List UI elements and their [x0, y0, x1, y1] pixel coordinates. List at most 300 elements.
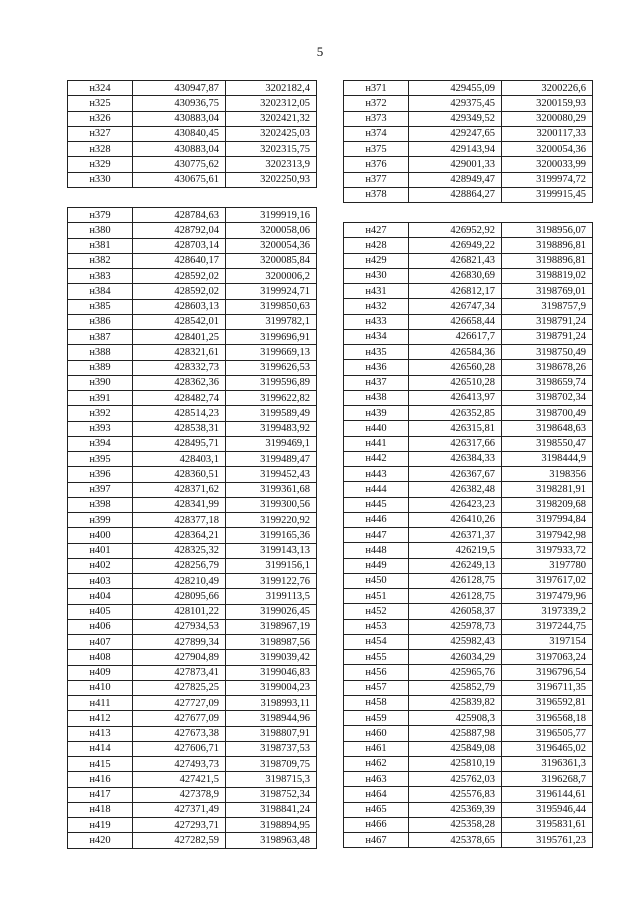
- y-coordinate-cell: 3199850,63: [226, 299, 317, 314]
- y-coordinate-cell: 3198757,9: [502, 299, 593, 314]
- point-id-cell: н445: [344, 497, 409, 512]
- point-id-cell: н408: [68, 650, 133, 665]
- table-row: [344, 787, 593, 802]
- table-row: [344, 360, 593, 375]
- point-id-cell: н395: [68, 452, 133, 467]
- y-coordinate-cell: 3197933,72: [502, 543, 593, 558]
- x-coordinate-cell: 428640,17: [133, 253, 226, 268]
- point-id-cell: н415: [68, 757, 133, 772]
- x-coordinate-cell: 428325,32: [133, 543, 226, 558]
- y-coordinate-cell: 3198715,3: [226, 772, 317, 787]
- x-coordinate-cell: 426952,92: [409, 223, 502, 238]
- y-coordinate-cell: 3199165,36: [226, 528, 317, 543]
- point-id-cell: н440: [344, 421, 409, 436]
- y-coordinate-cell: 3200085,84: [226, 253, 317, 268]
- table-row: [344, 695, 593, 710]
- x-coordinate-cell: 426821,43: [409, 253, 502, 268]
- x-coordinate-cell: 426747,34: [409, 299, 502, 314]
- point-id-cell: н418: [68, 802, 133, 817]
- table-row: [68, 558, 317, 573]
- y-coordinate-cell: 3198896,81: [502, 253, 593, 268]
- y-coordinate-cell: 3197617,02: [502, 573, 593, 588]
- point-id-cell: н327: [68, 126, 133, 141]
- x-coordinate-cell: 428210,49: [133, 574, 226, 589]
- table-row: [68, 497, 317, 512]
- y-coordinate-cell: 3198841,24: [226, 802, 317, 817]
- x-coordinate-cell: 430775,62: [133, 157, 226, 172]
- point-id-cell: н400: [68, 528, 133, 543]
- x-coordinate-cell: 426352,85: [409, 406, 502, 421]
- x-coordinate-cell: 425762,03: [409, 772, 502, 787]
- point-id-cell: н456: [344, 665, 409, 680]
- x-coordinate-cell: 428949,47: [409, 172, 502, 187]
- table-row: [68, 436, 317, 451]
- x-coordinate-cell: 428364,21: [133, 528, 226, 543]
- table-row: [68, 635, 317, 650]
- y-coordinate-cell: 3198993,11: [226, 696, 317, 711]
- table-row: [68, 208, 317, 223]
- x-coordinate-cell: 430936,75: [133, 96, 226, 111]
- page-number: 5: [316, 44, 324, 59]
- table-row: [344, 111, 593, 126]
- x-coordinate-cell: 427873,41: [133, 665, 226, 680]
- y-coordinate-cell: 3197780: [502, 558, 593, 573]
- x-coordinate-cell: 426315,81: [409, 421, 502, 436]
- table-row: [68, 726, 317, 741]
- y-coordinate-cell: 3199220,92: [226, 513, 317, 528]
- y-coordinate-cell: 3202425,03: [226, 126, 317, 141]
- point-id-cell: н397: [68, 482, 133, 497]
- x-coordinate-cell: 426371,37: [409, 528, 502, 543]
- x-coordinate-cell: 426034,29: [409, 650, 502, 665]
- point-id-cell: н442: [344, 451, 409, 466]
- table-row: [68, 330, 317, 345]
- table-row: [344, 375, 593, 390]
- table-row: [344, 81, 593, 96]
- y-coordinate-cell: 3198819,02: [502, 268, 593, 283]
- x-coordinate-cell: 426658,44: [409, 314, 502, 329]
- y-coordinate-cell: 3200159,93: [502, 96, 593, 111]
- x-coordinate-cell: 426410,26: [409, 512, 502, 527]
- y-coordinate-cell: 3199039,42: [226, 650, 317, 665]
- x-coordinate-cell: 426128,75: [409, 589, 502, 604]
- point-id-cell: н454: [344, 634, 409, 649]
- table-row: [344, 436, 593, 451]
- point-id-cell: н459: [344, 711, 409, 726]
- table-row: [68, 452, 317, 467]
- y-coordinate-cell: 3199004,23: [226, 680, 317, 695]
- x-coordinate-cell: 430883,04: [133, 142, 226, 157]
- table-row: [68, 253, 317, 268]
- x-coordinate-cell: 429375,45: [409, 96, 502, 111]
- table-row: [68, 680, 317, 695]
- point-id-cell: н433: [344, 314, 409, 329]
- y-coordinate-cell: 3199696,91: [226, 330, 317, 345]
- y-coordinate-cell: 3199300,56: [226, 497, 317, 512]
- y-coordinate-cell: 3197994,84: [502, 512, 593, 527]
- table-row: [68, 513, 317, 528]
- table-row: [68, 172, 317, 187]
- x-coordinate-cell: 426812,17: [409, 284, 502, 299]
- x-coordinate-cell: 427677,09: [133, 711, 226, 726]
- y-coordinate-cell: 3198737,53: [226, 741, 317, 756]
- x-coordinate-cell: 429143,94: [409, 142, 502, 157]
- table-row: [344, 126, 593, 141]
- x-coordinate-cell: 427493,73: [133, 757, 226, 772]
- point-id-cell: н391: [68, 391, 133, 406]
- point-id-cell: н434: [344, 329, 409, 344]
- y-coordinate-cell: 3196465,02: [502, 741, 593, 756]
- point-id-cell: н448: [344, 543, 409, 558]
- x-coordinate-cell: 426382,48: [409, 482, 502, 497]
- table-row: [344, 157, 593, 172]
- x-coordinate-cell: 427904,89: [133, 650, 226, 665]
- table-row: [344, 467, 593, 482]
- y-coordinate-cell: 3199361,68: [226, 482, 317, 497]
- x-coordinate-cell: 426949,22: [409, 238, 502, 253]
- point-id-cell: н405: [68, 604, 133, 619]
- y-coordinate-cell: 3200033,99: [502, 157, 593, 172]
- table-row: [344, 96, 593, 111]
- y-coordinate-cell: 3197339,2: [502, 604, 593, 619]
- x-coordinate-cell: 425908,3: [409, 711, 502, 726]
- x-coordinate-cell: 428341,99: [133, 497, 226, 512]
- table-row: [344, 406, 593, 421]
- table-row: [68, 543, 317, 558]
- table-row: [68, 589, 317, 604]
- table-row: [344, 512, 593, 527]
- point-id-cell: н436: [344, 360, 409, 375]
- table-row: [68, 650, 317, 665]
- x-coordinate-cell: 428592,02: [133, 269, 226, 284]
- point-id-cell: н398: [68, 497, 133, 512]
- point-id-cell: н378: [344, 187, 409, 202]
- x-coordinate-cell: 426367,67: [409, 467, 502, 482]
- table-row: [68, 467, 317, 482]
- y-coordinate-cell: 3198209,68: [502, 497, 593, 512]
- point-id-cell: н371: [344, 81, 409, 96]
- y-coordinate-cell: 3198648,63: [502, 421, 593, 436]
- point-id-cell: н380: [68, 223, 133, 238]
- y-coordinate-cell: 3198709,75: [226, 757, 317, 772]
- point-id-cell: н428: [344, 238, 409, 253]
- table-row: [68, 696, 317, 711]
- x-coordinate-cell: 425887,98: [409, 726, 502, 741]
- y-coordinate-cell: 3198769,01: [502, 284, 593, 299]
- y-coordinate-cell: 3198752,34: [226, 787, 317, 802]
- table-row: [68, 360, 317, 375]
- y-coordinate-cell: 3199589,49: [226, 406, 317, 421]
- y-coordinate-cell: 3202315,75: [226, 142, 317, 157]
- table-row: [68, 391, 317, 406]
- table-row: [344, 680, 593, 695]
- y-coordinate-cell: 3198896,81: [502, 238, 593, 253]
- y-coordinate-cell: 3198791,24: [502, 314, 593, 329]
- x-coordinate-cell: 428362,36: [133, 375, 226, 390]
- table-row: [68, 772, 317, 787]
- y-coordinate-cell: 3200054,36: [226, 238, 317, 253]
- x-coordinate-cell: 430947,87: [133, 81, 226, 96]
- table-row: [344, 573, 593, 588]
- y-coordinate-cell: 3199924,71: [226, 284, 317, 299]
- y-coordinate-cell: 3195831,61: [502, 817, 593, 832]
- coordinates-table-right-bottom: [343, 222, 593, 848]
- y-coordinate-cell: 3200058,06: [226, 223, 317, 238]
- y-coordinate-cell: 3198702,34: [502, 390, 593, 405]
- x-coordinate-cell: 428603,13: [133, 299, 226, 314]
- point-id-cell: н404: [68, 589, 133, 604]
- table-row: [68, 665, 317, 680]
- x-coordinate-cell: 426384,33: [409, 451, 502, 466]
- point-id-cell: н377: [344, 172, 409, 187]
- x-coordinate-cell: 428703,14: [133, 238, 226, 253]
- y-coordinate-cell: 3198944,96: [226, 711, 317, 726]
- y-coordinate-cell: 3200226,6: [502, 81, 593, 96]
- table-row: [68, 284, 317, 299]
- point-id-cell: н411: [68, 696, 133, 711]
- y-coordinate-cell: 3198678,26: [502, 360, 593, 375]
- table-row: [344, 665, 593, 680]
- point-id-cell: н419: [68, 818, 133, 833]
- y-coordinate-cell: 3198956,07: [502, 223, 593, 238]
- y-coordinate-cell: 3202312,05: [226, 96, 317, 111]
- y-coordinate-cell: 3198791,24: [502, 329, 593, 344]
- point-id-cell: н384: [68, 284, 133, 299]
- table-row: [344, 314, 593, 329]
- x-coordinate-cell: 428542,01: [133, 314, 226, 329]
- table-row: [68, 223, 317, 238]
- point-id-cell: н403: [68, 574, 133, 589]
- point-id-cell: н382: [68, 253, 133, 268]
- y-coordinate-cell: 3196144,61: [502, 787, 593, 802]
- y-coordinate-cell: 3196592,81: [502, 695, 593, 710]
- point-id-cell: н467: [344, 833, 409, 848]
- x-coordinate-cell: 428592,02: [133, 284, 226, 299]
- x-coordinate-cell: 428538,31: [133, 421, 226, 436]
- x-coordinate-cell: 430840,45: [133, 126, 226, 141]
- table-row: [68, 619, 317, 634]
- y-coordinate-cell: 3198659,74: [502, 375, 593, 390]
- table-row: [344, 187, 593, 202]
- table-row: [344, 528, 593, 543]
- x-coordinate-cell: 427371,49: [133, 802, 226, 817]
- table-row: [344, 268, 593, 283]
- y-coordinate-cell: 3198550,47: [502, 436, 593, 451]
- point-id-cell: н324: [68, 81, 133, 96]
- coordinates-table-left-top: [67, 80, 317, 188]
- table-row: [344, 650, 593, 665]
- table-row: [68, 421, 317, 436]
- point-id-cell: н443: [344, 467, 409, 482]
- x-coordinate-cell: 425839,82: [409, 695, 502, 710]
- y-coordinate-cell: 3198750,49: [502, 345, 593, 360]
- x-coordinate-cell: 429455,09: [409, 81, 502, 96]
- table-row: [344, 223, 593, 238]
- y-coordinate-cell: 3200006,2: [226, 269, 317, 284]
- x-coordinate-cell: 425810,19: [409, 756, 502, 771]
- table-row: [68, 238, 317, 253]
- x-coordinate-cell: 428482,74: [133, 391, 226, 406]
- table-row: [344, 345, 593, 360]
- point-id-cell: н401: [68, 543, 133, 558]
- table-row: [68, 757, 317, 772]
- y-coordinate-cell: 3199919,16: [226, 208, 317, 223]
- point-id-cell: н441: [344, 436, 409, 451]
- x-coordinate-cell: 426219,5: [409, 543, 502, 558]
- point-id-cell: н383: [68, 269, 133, 284]
- table-row: [344, 482, 593, 497]
- table-row: [344, 142, 593, 157]
- table-row: [344, 726, 593, 741]
- y-coordinate-cell: 3196568,18: [502, 711, 593, 726]
- x-coordinate-cell: 429001,33: [409, 157, 502, 172]
- x-coordinate-cell: 429247,65: [409, 126, 502, 141]
- y-coordinate-cell: 3199452,43: [226, 467, 317, 482]
- table-row: [68, 314, 317, 329]
- table-row: [68, 711, 317, 726]
- x-coordinate-cell: 425369,39: [409, 802, 502, 817]
- point-id-cell: н381: [68, 238, 133, 253]
- point-id-cell: н402: [68, 558, 133, 573]
- table-row: [68, 269, 317, 284]
- table-row: [68, 126, 317, 141]
- x-coordinate-cell: 427727,09: [133, 696, 226, 711]
- point-id-cell: н452: [344, 604, 409, 619]
- table-row: [68, 604, 317, 619]
- y-coordinate-cell: 3199156,1: [226, 558, 317, 573]
- point-id-cell: н326: [68, 111, 133, 126]
- x-coordinate-cell: 427673,38: [133, 726, 226, 741]
- y-coordinate-cell: 3199143,13: [226, 543, 317, 558]
- x-coordinate-cell: 425978,73: [409, 619, 502, 634]
- y-coordinate-cell: 3198963,48: [226, 833, 317, 848]
- x-coordinate-cell: 425982,43: [409, 634, 502, 649]
- table-row: [344, 299, 593, 314]
- table-row: [344, 421, 593, 436]
- x-coordinate-cell: 426510,28: [409, 375, 502, 390]
- y-coordinate-cell: 3199026,45: [226, 604, 317, 619]
- table-row: [68, 96, 317, 111]
- point-id-cell: н430: [344, 268, 409, 283]
- point-id-cell: н392: [68, 406, 133, 421]
- table-row: [68, 787, 317, 802]
- y-coordinate-cell: 3198281,91: [502, 482, 593, 497]
- y-coordinate-cell: 3195761,23: [502, 833, 593, 848]
- table-row: [344, 497, 593, 512]
- table-row: [344, 604, 593, 619]
- x-coordinate-cell: 426317,66: [409, 436, 502, 451]
- point-id-cell: н455: [344, 650, 409, 665]
- point-id-cell: н429: [344, 253, 409, 268]
- point-id-cell: н457: [344, 680, 409, 695]
- point-id-cell: н325: [68, 96, 133, 111]
- y-coordinate-cell: 3196361,3: [502, 756, 593, 771]
- y-coordinate-cell: 3199626,53: [226, 360, 317, 375]
- table-row: [344, 284, 593, 299]
- table-row: [68, 528, 317, 543]
- x-coordinate-cell: 425378,65: [409, 833, 502, 848]
- y-coordinate-cell: 3199469,1: [226, 436, 317, 451]
- point-id-cell: н413: [68, 726, 133, 741]
- table-row: [68, 574, 317, 589]
- table-row: [344, 772, 593, 787]
- y-coordinate-cell: 3198967,19: [226, 619, 317, 634]
- x-coordinate-cell: 428514,23: [133, 406, 226, 421]
- x-coordinate-cell: 427282,59: [133, 833, 226, 848]
- y-coordinate-cell: 3198356: [502, 467, 593, 482]
- y-coordinate-cell: 3202250,93: [226, 172, 317, 187]
- point-id-cell: н412: [68, 711, 133, 726]
- point-id-cell: н420: [68, 833, 133, 848]
- y-coordinate-cell: 3200054,36: [502, 142, 593, 157]
- table-row: [344, 390, 593, 405]
- y-coordinate-cell: 3198444,9: [502, 451, 593, 466]
- x-coordinate-cell: 426413,97: [409, 390, 502, 405]
- y-coordinate-cell: 3199122,76: [226, 574, 317, 589]
- point-id-cell: н466: [344, 817, 409, 832]
- x-coordinate-cell: 428256,79: [133, 558, 226, 573]
- table-row: [68, 406, 317, 421]
- point-id-cell: н385: [68, 299, 133, 314]
- point-id-cell: н373: [344, 111, 409, 126]
- y-coordinate-cell: 3199622,82: [226, 391, 317, 406]
- table-row: [344, 619, 593, 634]
- point-id-cell: н450: [344, 573, 409, 588]
- y-coordinate-cell: 3198700,49: [502, 406, 593, 421]
- point-id-cell: н330: [68, 172, 133, 187]
- point-id-cell: н461: [344, 741, 409, 756]
- table-row: [344, 634, 593, 649]
- coordinates-table-left-bottom: [67, 207, 317, 849]
- x-coordinate-cell: 426617,7: [409, 329, 502, 344]
- y-coordinate-cell: 3199596,89: [226, 375, 317, 390]
- point-id-cell: н462: [344, 756, 409, 771]
- table-row: [344, 451, 593, 466]
- point-id-cell: н432: [344, 299, 409, 314]
- point-id-cell: н407: [68, 635, 133, 650]
- x-coordinate-cell: 428321,61: [133, 345, 226, 360]
- x-coordinate-cell: 427378,9: [133, 787, 226, 802]
- x-coordinate-cell: 426560,28: [409, 360, 502, 375]
- point-id-cell: н453: [344, 619, 409, 634]
- point-id-cell: н394: [68, 436, 133, 451]
- y-coordinate-cell: 3196505,77: [502, 726, 593, 741]
- table-row: [68, 157, 317, 172]
- x-coordinate-cell: 428784,63: [133, 208, 226, 223]
- y-coordinate-cell: 3199974,72: [502, 172, 593, 187]
- x-coordinate-cell: 430883,04: [133, 111, 226, 126]
- table-row: [68, 741, 317, 756]
- x-coordinate-cell: 426128,75: [409, 573, 502, 588]
- point-id-cell: н465: [344, 802, 409, 817]
- y-coordinate-cell: 3199915,45: [502, 187, 593, 202]
- point-id-cell: н444: [344, 482, 409, 497]
- y-coordinate-cell: 3202182,4: [226, 81, 317, 96]
- table-row: [344, 802, 593, 817]
- point-id-cell: н464: [344, 787, 409, 802]
- y-coordinate-cell: 3200117,33: [502, 126, 593, 141]
- x-coordinate-cell: 427293,71: [133, 818, 226, 833]
- table-row: [68, 802, 317, 817]
- table-row: [344, 172, 593, 187]
- point-id-cell: н406: [68, 619, 133, 634]
- x-coordinate-cell: 428332,73: [133, 360, 226, 375]
- x-coordinate-cell: 425849,08: [409, 741, 502, 756]
- table-row: [344, 558, 593, 573]
- point-id-cell: н379: [68, 208, 133, 223]
- x-coordinate-cell: 430675,61: [133, 172, 226, 187]
- y-coordinate-cell: 3202313,9: [226, 157, 317, 172]
